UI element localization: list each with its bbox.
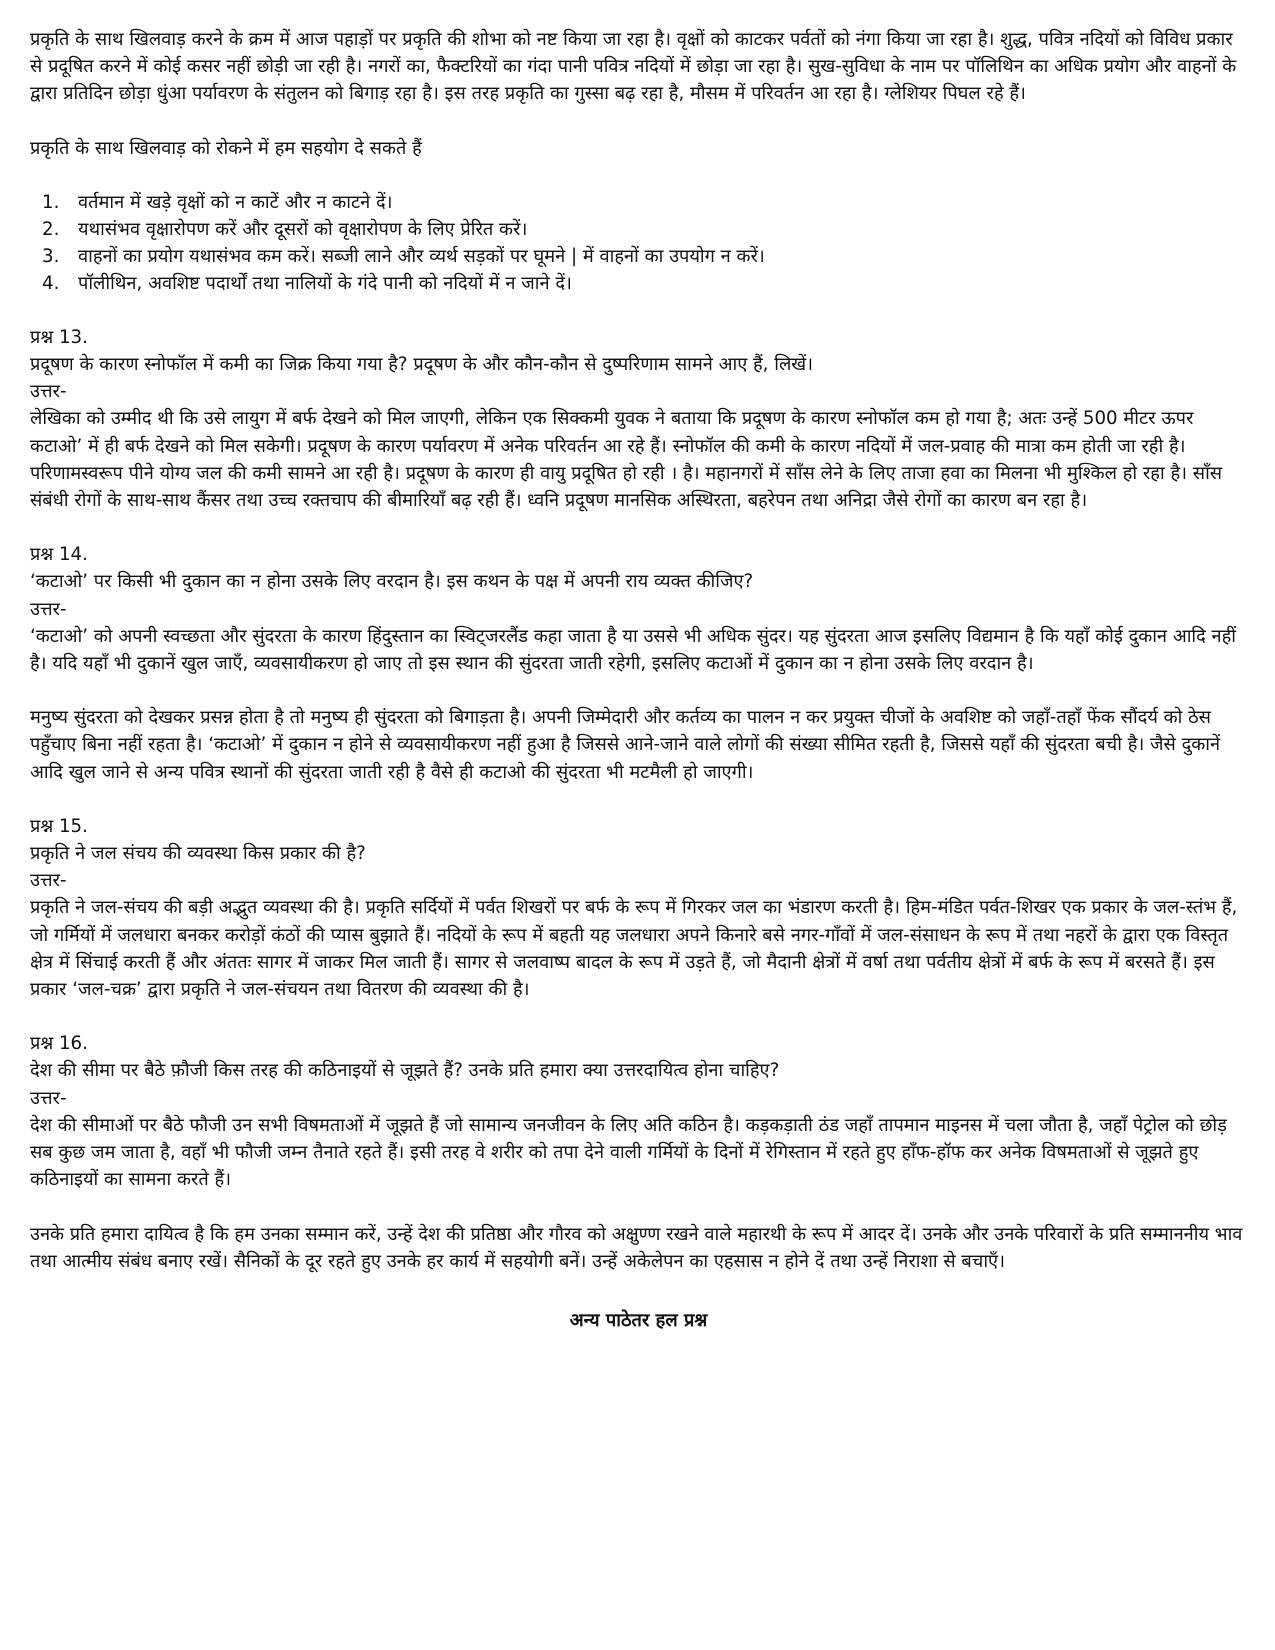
intro-paragraph: प्रकृति के साथ खिलवाड़ करने के क्रम में आज पहाड़ों पर प्रकृति की शोभा को नष्ट किया जा रहा है। वृक्षों को काटकर पर्वतों को नंगा किया जा रहा है। शुद्ध, पवित्र नदियों को विविध प्रकार से प्रदूषित करने में कोई कसर नहीं छोड़ी जा रही है। नगरों का, फैक्टरियों का गंदा पानी पवित्र नदियों में छोड़ा जा रहा है। सुख-सुविधा के नाम पर पॉलिथिन का अधिक प्रयोग और वाहनों के द्वारा प्रतिदिन छोड़ा धुंआ पर्यावरण के संतुलन को बिगाड़ रहा है। इस तरह प्रकृति का गुस्सा बढ़ रहा है, मौसम में परिवर्तन आ रहा है। ग्लेशियर पिघल रहे हैं। — [30, 29, 1237, 105]
question-16-text: देश की सीमा पर बैठे फ़ौजी किस तरह की कठिनाइयों से जूझते हैं? उनके प्रति हमारा क्या उत्तरदायित्व होना चाहिए? — [30, 1060, 780, 1082]
list-number: 2. — [42, 218, 60, 240]
list-item — [30, 216, 1247, 243]
list-number: 1. — [42, 191, 60, 213]
question-16-label: प्रश्न 16. — [30, 1033, 88, 1055]
list-number: 3. — [42, 245, 60, 267]
question-15-text: प्रकृति ने जल संचय की व्यवस्था किस प्रकार की है? — [30, 843, 366, 865]
answer-14-text-continued: मनुष्य सुंदरता को देखकर प्रसन्न होता है तो मनुष्य ही सुंदरता को बिगाड़ता है। अपनी जिम्मेदारी और कर्तव्य का पालन न कर प्रयुक्त चीजों के अवशिष्ट को जहाँ-तहाँ फेंक सौंदर्य को ठेस पहुँचाए बिना नहीं रहता है। ‘कटाओ’ में दुकान न होने से व्यवसायीकरण नहीं हुआ है जिससे आने-जाने वाले लोगों की संख्या सीमित रहती है, जिससे यहाँ की सुंदरता बची है। जैसे दुकानें आदि खुल जाने से अन्य पवित्र स्थानों की सुंदरता जाती रही है वैसे ही कटाओ की सुंदरता भी मटमैली हो जाएगी। — [30, 707, 1221, 783]
prevention-list — [30, 189, 1247, 297]
list-item — [30, 189, 1247, 216]
list-text: यथासंभव वृक्षारोपण करें और दूसरों को वृक्षारोपण के लिए प्रेरित करें। — [78, 218, 528, 240]
list-item — [30, 243, 1247, 270]
answer-16-label: उत्तर- — [30, 1087, 67, 1109]
list-text: वाहनों का प्रयोग यथासंभव कम करें। सब्जी लाने और व्यर्थ सड़कों पर घूमने | में वाहनों का उपयोग न करें। — [78, 245, 765, 267]
intro-subheading: प्रकृति के साथ खिलवाड़ को रोकने में हम सहयोग दे सकते हैं — [30, 137, 422, 159]
list-item — [30, 270, 1247, 297]
section-heading: अन्य पाठेतर हल प्रश्न — [569, 1309, 708, 1331]
question-15-label: प्रश्न 15. — [30, 815, 88, 837]
list-text: वर्तमान में खड़े वृक्षों को न काटें और न काटने दें। — [78, 191, 393, 213]
question-14-text: ‘कटाओ’ पर किसी भी दुकान का न होना उसके लिए वरदान है। इस कथन के पक्ष में अपनी राय व्यक्त कीजिए? — [30, 571, 754, 593]
list-number: 4. — [42, 272, 60, 294]
question-13-label: प्रश्न 13. — [30, 326, 88, 348]
answer-15-text: प्रकृति ने जल-संचय की बड़ी अद्भुत व्यवस्था की है। प्रकृति सर्दियों में पर्वत शिखरों पर बर्फ के रूप में गिरकर जल का भंडारण करती है। हिम-मंडित पर्वत-शिखर एक प्रकार के जल-स्तंभ हैं, जो गर्मियों में जलधारा बनकर करोड़ों कंठों की प्यास बुझाते हैं। नदियों के रूप में बहती यह जलधारा अपने किनारे बसे नगर-गाँवों में जल-संसाधन के रूप में तथा नहरों के द्वारा एक विस्तृत क्षेत्र में सिंचाई करती हैं और अंततः सागर में जाकर मिल जाती हैं। सागर से जलवाष्प बादल के रूप में उड़ते हैं, जो मैदानी क्षेत्रों में वर्षा तथा पर्वतीय क्षेत्रों में बर्फ के रूप में बरसते हैं। इस प्रकार ‘जल-चक्र’ द्वारा प्रकृति ने जल-संचयन तथा वितरण की व्यवस्था की है। — [30, 897, 1238, 1001]
answer-16-text-continued: उनके प्रति हमारा दायित्व है कि हम उनका सम्मान करें, उन्हें देश की प्रतिष्ठा और गौरव को अक्षुण्ण रखने वाले महारथी के रूप में आदर दें। उनके और उनके परिवारों के प्रति सम्माननीय भाव तथा आत्मीय संबंध बनाए रखें। सैनिकों के दूर रहते हुए उनके हर कार्य में सहयोगी बनें। उन्हें अकेलेपन का एहसास न होने दें तथा उन्हें निराशा से बचाएँ। — [30, 1223, 1243, 1272]
answer-15-label: उत्तर- — [30, 870, 67, 892]
answer-13-text: लेखिका को उम्मीद थी कि उसे लायुग में बर्फ देखने को मिल जाएगी, लेकिन एक सिक्कमी युवक ने बताया कि प्रदूषण के कारण स्नोफॉल कम हो गया है; अतः उन्हें 500 मीटर ऊपर कटाओ’ में ही बर्फ देखने को मिल सकेगी। प्रदूषण के कारण पर्यावरण में अनेक परिवर्तन आ रहे हैं। स्नोफॉल की कमी के कारण नदियों में जल-प्रवाह की मात्रा कम होती जा रही है। परिणामस्वरूप पीने योग्य जल की कमी सामने आ रही है। प्रदूषण के कारण ही वायु प्रदूषित हो रही । है। महानगरों में साँस लेने के लिए ताजा हवा का मिलना भी मुश्किल हो रहा है। साँस संबंधी रोगों के साथ-साथ कैंसर तथा उच्च रक्तचाप की बीमारियाँ बढ़ रही हैं। ध्वनि प्रदूषण मानसिक अस्थिरता, बहरेपन तथा अनिद्रा जैसे रोगों का कारण बन रहा है। — [30, 408, 1223, 512]
question-14-label: प्रश्न 14. — [30, 544, 88, 566]
list-text: पॉलीथिन, अवशिष्ट पदार्थों तथा नालियों के गंदे पानी को नदियों में न जाने दें। — [78, 272, 572, 294]
answer-14-text: ‘कटाओ’ को अपनी स्वच्छता और सुंदरता के कारण हिंदुस्तान का स्विट्जरलैंड कहा जाता है या उससे भी अधिक सुंदर। यह सुंदरता आज इसलिए विद्यमान है कि यहाँ कोई दुकान आदि नहीं है। यदि यहाँ भी दुकानें खुल जाएँ, व्यवसायीकरण हो जाए तो इस स्थान की सुंदरता जाती रहेगी, इसलिए कटाओं में दुकान का न होना उसके लिए वरदान है। — [30, 625, 1237, 675]
question-13-text: प्रदूषण के कारण स्नोफॉल में कमी का जिक्र किया गया है? प्रदूषण के और कौन-कौन से दुष्परिणाम सामने आए हैं, लिखें। — [30, 354, 814, 376]
answer-16-text: देश की सीमाओं पर बैठे फौजी उन सभी विषमताओं में जूझते हैं जो सामान्य जनजीवन के लिए अति कठिन है। कड़कड़ाती ठंड जहाँ तापमान माइनस में चला जौता है, जहाँ पेट्रोल को छोड़ सब कुछ जम जाता है, वहाँ भी फौजी जम्न तैनाते रहते हैं। इसी तरह वे शरीर को तपा देने वाली गर्मियों के दिनों में रेगिस्तान में रहते हुए हाँफ-हॉफ कर अनेक विषमताओं से जूझते हुए कठिनाइयों का सामना करते हैं। — [30, 1114, 1227, 1191]
answer-13-label: उत्तर- — [30, 381, 67, 403]
answer-14-label: उत्तर- — [30, 598, 67, 620]
